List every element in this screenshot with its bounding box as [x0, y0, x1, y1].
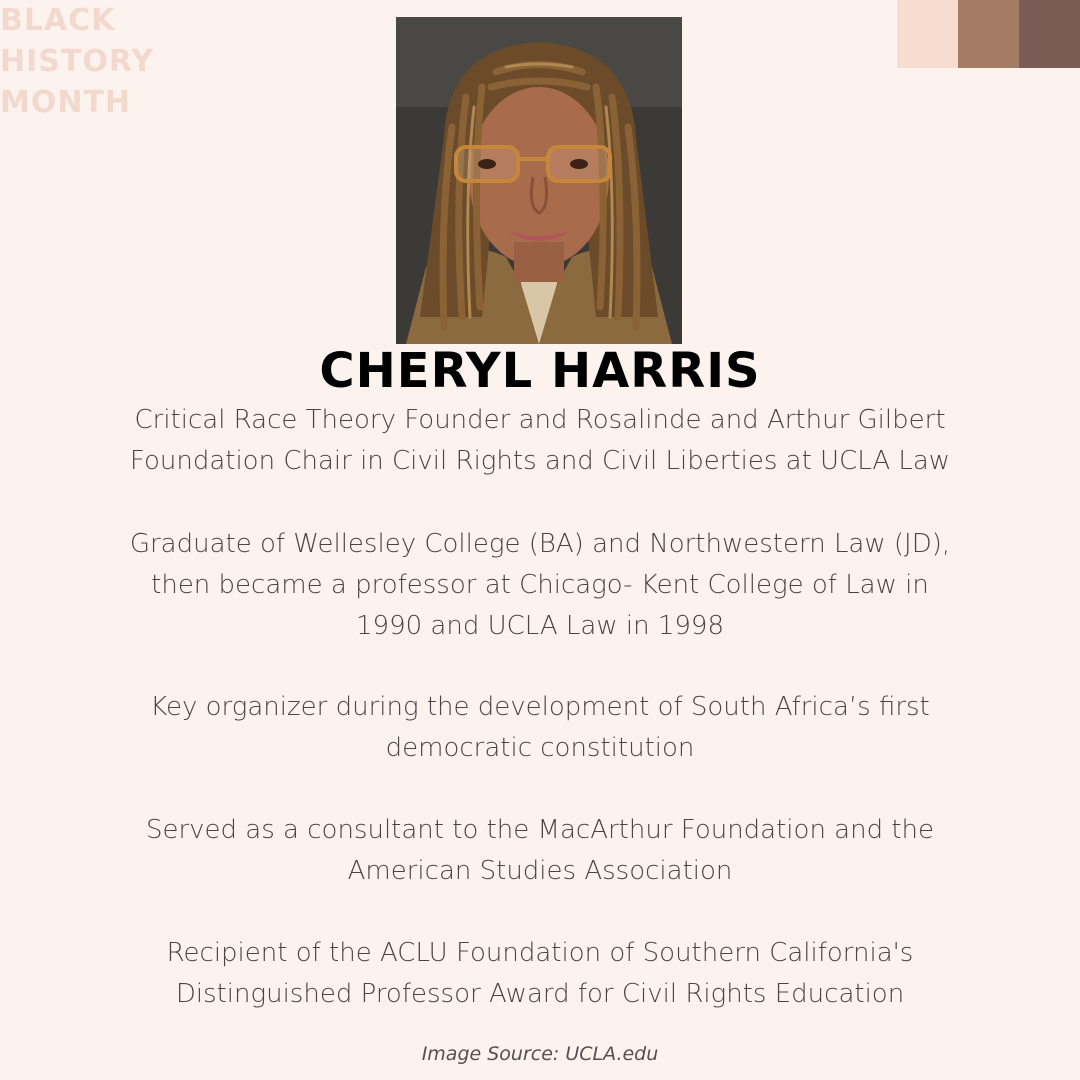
title-line-2: HISTORY	[0, 44, 155, 79]
fact-line: Key organizer during the development of South Africa’s first	[150, 692, 930, 722]
fact-line: Critical Race Theory Founder and Rosalinde and Arthur Gilbert	[134, 405, 946, 435]
fact-consultant	[90, 810, 990, 892]
fact-line: Served as a consultant to the MacArthur Foundation and the	[145, 815, 935, 845]
fact-line: democratic constitution	[385, 733, 695, 763]
portrait-photo	[396, 17, 682, 344]
image-source-credit: Image Source: UCLA.edu	[421, 1043, 659, 1065]
fact-line: 1990 and UCLA Law in 1998	[355, 611, 724, 641]
title-line-1: BLACK	[0, 3, 116, 38]
fact-line: Recipient of the ACLU Foundation of Southern California's	[166, 938, 914, 968]
fact-line: American Studies Association	[347, 856, 733, 886]
fact-line: Graduate of Wellesley College (BA) and Northwestern Law (JD),	[129, 529, 951, 559]
swatch-light	[897, 0, 958, 68]
swatch-dark	[1019, 0, 1080, 68]
fact-education	[90, 524, 990, 647]
fact-line: Distinguished Professor Award for Civil Rights Education	[175, 979, 905, 1009]
fact-line: then became a professor at Chicago- Kent College of Law in	[151, 570, 929, 600]
fact-founder	[90, 400, 990, 482]
fact-line: Foundation Chair in Civil Rights and Civil Liberties at UCLA Law	[129, 446, 951, 476]
color-swatches	[897, 0, 1080, 68]
swatch-medium	[958, 0, 1019, 68]
fact-award	[90, 933, 990, 1015]
black-history-month-title	[0, 0, 154, 123]
fact-south-africa	[90, 687, 990, 769]
person-name: CHERYL HARRIS	[319, 343, 761, 399]
portrait-illustration	[396, 17, 682, 344]
title-line-3: MONTH	[0, 85, 132, 120]
